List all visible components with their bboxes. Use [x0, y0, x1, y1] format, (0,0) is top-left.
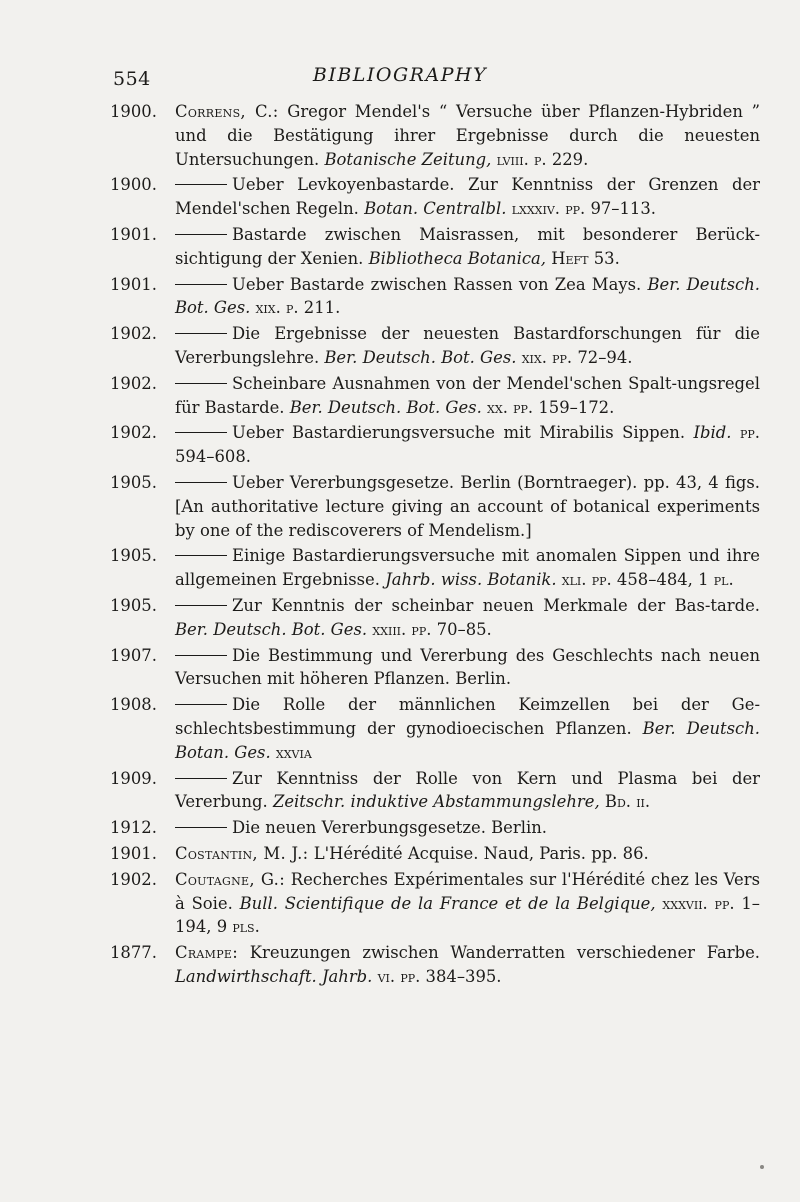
- entry-year: 1907.: [110, 645, 157, 665]
- bibliography-entry: [110, 842, 760, 866]
- entry-journal: Ber. Deutsch. Bot. Ges.: [175, 274, 761, 318]
- entry-reference: xxiii. pp. 70–85.: [372, 619, 492, 639]
- entry-year: 1905.: [110, 546, 157, 566]
- entry-reference: lxxxiv. pp. 97–113.: [511, 199, 656, 219]
- bibliography-entry: [110, 594, 760, 642]
- entry-journal: Ber. Deutsch. Bot. Ges.: [289, 397, 482, 417]
- entry-title: Die neuen Vererbungsgesetze. Berlin.: [232, 818, 547, 838]
- entry-title: Gregor Mendel's “ Versuche über Pflanzen-Hybriden ” und die Bestätigung ihrer Ergebnisse durch die neuesten Untersuchungen.: [175, 102, 760, 169]
- entry-year: 1902.: [110, 869, 157, 889]
- entry-journal: Bibliotheca Botanica,: [368, 248, 546, 268]
- entry-title: Ueber Bastardierungsversuche mit Mirabilis Sippen.: [232, 423, 686, 443]
- bibliography-entry: [110, 100, 760, 171]
- entry-title: Kreuzungen zwischen Wanderratten verschiedener Farbe.: [249, 943, 760, 963]
- ditto-dash: [175, 184, 227, 185]
- ditto-dash: [175, 778, 227, 779]
- print-speck: [760, 1165, 764, 1169]
- entry-title: Ueber Vererbungsgesetze. Berlin (Borntraeger). pp. 43, 4 figs. [An authoritative lecture giving an account of botanical experiments by one of the rediscoverers of Mendelism.]: [175, 472, 760, 540]
- entry-author: Crampe:: [175, 943, 239, 963]
- entry-title: Ueber Bastarde zwischen Rassen von Zea Mays.: [232, 274, 642, 294]
- bibliography-entry: [110, 868, 760, 939]
- entry-journal: Bull. Scientifique de la France et de la Belgique,: [239, 893, 656, 913]
- bibliography-entry: [110, 273, 760, 321]
- entry-year: 1905.: [110, 472, 157, 492]
- bibliography-entry: [110, 816, 760, 840]
- entry-year: 1901.: [110, 224, 157, 244]
- entry-reference: xxvia: [275, 742, 312, 762]
- bibliography-entry: [110, 693, 760, 764]
- entry-year: 1905.: [110, 595, 157, 615]
- entry-reference: xli. pp. 458–484, 1 pl.: [561, 570, 734, 590]
- entry-journal: Ibid.: [693, 423, 732, 443]
- bibliography-entry: [110, 544, 760, 592]
- entry-year: 1902.: [110, 324, 157, 344]
- entry-journal: Botanische Zeitung,: [324, 149, 492, 169]
- entry-author: Costantin, M. J.:: [175, 843, 309, 863]
- entry-reference: xxxvii. pp. 1–194, 9 pls.: [175, 893, 760, 937]
- bibliography-entry: [110, 421, 760, 469]
- bibliography-entry: [110, 322, 760, 370]
- ditto-dash: [175, 555, 227, 556]
- entry-title: Zur Kenntniss der Rolle von Kern und Plasma bei der Vererbung.: [175, 768, 760, 812]
- ditto-dash: [175, 482, 227, 483]
- entry-title: Zur Kenntnis der scheinbar neuen Merkmale der Bas-tarde.: [232, 595, 760, 615]
- bibliography-entry: [110, 223, 760, 271]
- entry-title: Einige Bastardierungsversuche mit anomalen Sippen und ihre allgemeinen Ergebnisse.: [175, 546, 760, 590]
- entry-reference: pp. 594–608.: [175, 423, 760, 467]
- running-head: BIBLIOGRAPHY: [312, 64, 488, 86]
- ditto-dash: [175, 333, 227, 334]
- bibliography-entry: [110, 767, 760, 815]
- bibliography-entry: [110, 471, 760, 542]
- entry-title: Scheinbare Ausnahmen von der Mendel'schen Spalt-ungsregel für Bastarde.: [175, 373, 760, 417]
- bibliography-entry: [110, 941, 760, 989]
- entry-reference: Heft 53.: [551, 248, 620, 268]
- bibliography-entry: [110, 173, 760, 221]
- bibliography-entry: [110, 644, 760, 692]
- entry-year: 1902.: [110, 373, 157, 393]
- ditto-dash: [175, 234, 227, 235]
- entry-journal: Ber. Deutsch. Botan. Ges.: [175, 718, 760, 762]
- entry-journal: Jahrb. wiss. Botanik.: [385, 570, 557, 590]
- entry-year: 1900.: [110, 175, 157, 195]
- ditto-dash: [175, 383, 227, 384]
- entry-title: Die Rolle der männlichen Keimzellen bei der Ge-schlechtsbestimmung der gynodioecischen Pflanzen.: [175, 695, 760, 738]
- entry-journal: Ber. Deutsch. Bot. Ges.: [324, 347, 517, 367]
- ditto-dash: [175, 827, 227, 828]
- entry-reference: xix. pp. 72–94.: [521, 347, 633, 367]
- bibliography-entry: [110, 372, 760, 420]
- entry-journal: Zeitschr. induktive Abstammungslehre,: [272, 792, 600, 812]
- ditto-dash: [175, 605, 227, 606]
- ditto-dash: [175, 704, 227, 705]
- entry-title: L'Hérédité Acquise. Naud, Paris. pp. 86.: [313, 843, 649, 863]
- entry-year: 1901.: [110, 843, 157, 863]
- entry-reference: xix. p. 211.: [255, 298, 341, 318]
- entry-reference: xx. pp. 159–172.: [487, 397, 615, 417]
- entry-year: 1902.: [110, 423, 157, 443]
- entry-reference: vi. pp. 384–395.: [377, 966, 502, 986]
- ditto-dash: [175, 655, 227, 656]
- entry-year: 1900.: [110, 102, 157, 121]
- entry-reference: Bd. ii.: [604, 792, 651, 812]
- entry-year: 1909.: [110, 768, 157, 788]
- entry-year: 1912.: [110, 818, 157, 838]
- entry-year: 1901.: [110, 274, 157, 294]
- entry-journal: Ber. Deutsch. Bot. Ges.: [175, 619, 368, 639]
- entry-journal: Landwirthschaft. Jahrb.: [175, 966, 373, 986]
- entry-title: Ueber Levkoyenbastarde. Zur Kenntniss der Grenzen der Mendel'schen Regeln.: [175, 175, 760, 219]
- entry-title: Die Ergebnisse der neuesten Bastardforschungen für die Vererbungslehre.: [175, 324, 760, 367]
- entry-title: Recherches Expérimentales sur l'Hérédité chez les Vers à Soie.: [175, 869, 760, 913]
- entry-year: 1908.: [110, 695, 157, 715]
- entry-author: Coutagne, G.:: [175, 869, 286, 889]
- entry-title: Die Bestimmung und Vererbung des Geschlechts nach neuen Versuchen mit höheren Pflanzen. Berlin.: [175, 645, 760, 689]
- page-number: 554: [113, 68, 151, 90]
- entry-title: Bastarde zwischen Maisrassen, mit besonderer Berück-sichtigung der Xenien.: [175, 224, 760, 268]
- ditto-dash: [175, 432, 227, 433]
- bibliography-list: [110, 100, 760, 991]
- entry-reference: lviii. p. 229.: [496, 149, 589, 169]
- entry-author: Correns, C.:: [175, 102, 279, 121]
- ditto-dash: [175, 284, 227, 285]
- entry-journal: Botan. Centralbl.: [364, 199, 507, 219]
- entry-year: 1877.: [110, 943, 157, 963]
